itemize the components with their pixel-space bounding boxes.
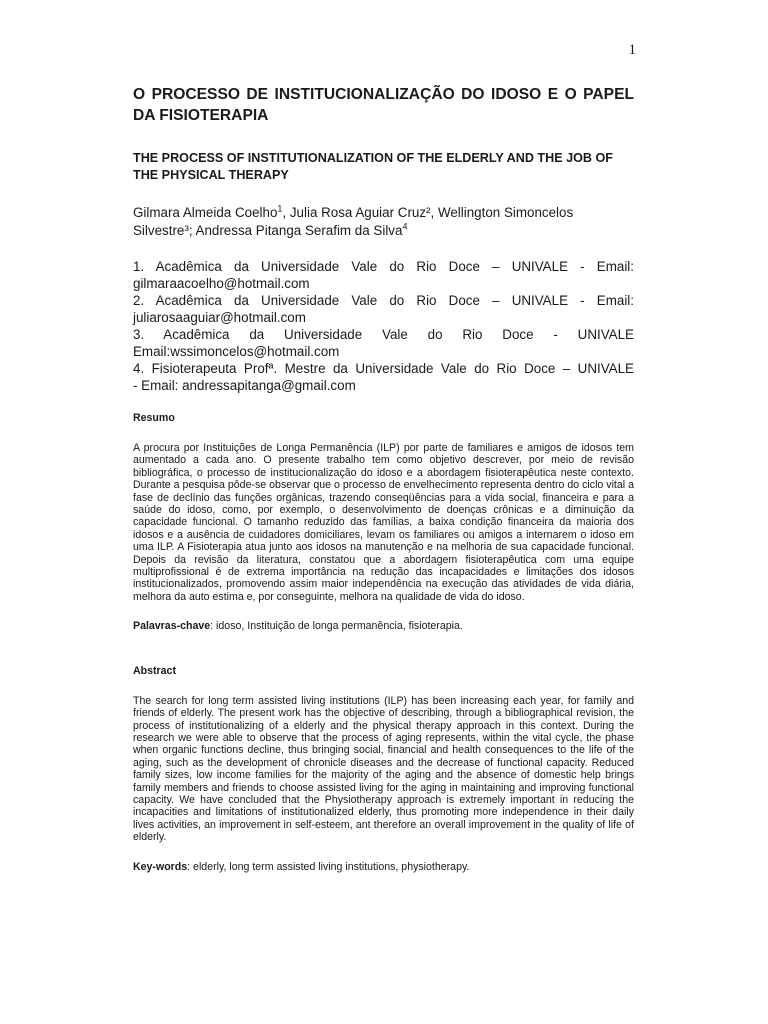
author-4-ref: 4 (402, 221, 408, 232)
key-words-text: : elderly, long term assisted living institutions, physiotherapy. (187, 860, 470, 873)
affiliation-3-institution: 3. Acadêmica da Universidade Vale do Rio Doce - UNIVALE (133, 327, 634, 342)
affiliation-3 (133, 326, 634, 360)
affiliation-4-email: - Email: andressapitanga@gmail.com (133, 378, 356, 393)
affiliation-2 (133, 292, 634, 326)
author-3: , Wellington Simoncelos Silvestre³ (133, 205, 574, 238)
palavras-chave (133, 620, 634, 632)
affiliations (133, 258, 634, 394)
resumo-heading: Resumo (133, 412, 175, 424)
resumo-text: A procura por Instituições de Longa Permanência (ILP) por parte de familiares e amigos de idosos tem aumentado a cada ano. O presente trabalho tem como objetivo descrever, por meio de revisão bibliográfica, o processo de institucionalização do idoso e a abordagem fisioterapêutica neste contexto. Durante a pesquisa pôde-se observar que o processo de envelhecimento representa dentro do ciclo vital a fase de declínio das funções orgânicas, trazendo conseqüências para a vida social, financeira e para a saúde do idoso, como, por exemplo, o desenvolvimento de doenças crônicas e a diminuição da capacidade funcional. O tamanho reduzido das famílias, a baixa condição financeira da maioria dos idosos e a ausência de cuidadores domiciliares, levam os familiares ou amigos a internarem o idoso em uma ILP. A Fisioterapia atua junto aos idosos na manutenção e na melhoria de sua capacidade funcional. Depois da revisão da literatura, constatou que a abordagem fisioterapêutica com uma equipe multiprofissional é de extrema importância na redução das incapacidades e limitações dos idosos institucionalizados, promovendo assim maior independência na execução das atividades de vida diária, melhora da auto estima e, por conseguinte, melhora na qualidade de vida do idoso. (133, 442, 634, 603)
affiliation-1-email: gilmaraacoelho@hotmail.com (133, 276, 310, 291)
authors-line (133, 204, 634, 240)
author-1-ref: 1 (277, 203, 283, 214)
affiliation-3-email: Email:wssimoncelos@hotmail.com (133, 344, 340, 359)
abstract-heading: Abstract (133, 664, 176, 677)
palavras-chave-label: Palavras-chave (133, 620, 211, 633)
palavras-chave-text: : idoso, Instituição de longa permanência, fisioterapia. (210, 620, 463, 633)
key-words-label: Key-words (133, 860, 188, 873)
title-english: THE PROCESS OF INSTITUTIONALIZATION OF THE ELDERLY AND THE JOB OF THE PHYSICAL THERAPY (133, 151, 613, 182)
abstract-text: The search for long term assisted living institutions (ILP) has been increasing each year, for family and friends of elderly. The present work has the objective of describing, through a bibliographical revision, the process of institutionalizing of a elderly and the physical therapy approach in this context. During the research we were able to observe that the process of aging represents, within the vital cycle, the phase when organic functions decline, thus bringing social, financial and health consequences to the life of the aging, such as the development of chronicle diseases and the decrease of functional capacity. Reduced family sizes, low income families for the majority of the aging and the absence of domestic help brings family members and friends to choose assisted living for the aging in maintaining and improving functional capacity. We have concluded that the Physiotherapy approach is extremely important in reducing the incapacities and limitations of institutionalized elderly, thus promoting more independence in their daily lives activities, an improvement in self-esteem, ant therefore an overall improvement in the quality of life of elderly. (133, 694, 634, 844)
key-words (133, 861, 634, 873)
affiliation-4 (133, 360, 634, 394)
author-1: Gilmara Almeida Coelho (133, 205, 278, 220)
page-number: 1 (628, 42, 636, 58)
affiliation-2-institution: 2. Acadêmica da Universidade Vale do Rio Doce – UNIVALE - Email: (133, 293, 634, 308)
affiliation-2-email: juliarosaaguiar@hotmail.com (133, 310, 306, 325)
author-2: , Julia Rosa Aguiar Cruz² (282, 205, 431, 220)
affiliation-1 (133, 258, 634, 292)
author-4: ; Andressa Pitanga Serafim da Silva (188, 223, 403, 238)
document-body (133, 84, 634, 873)
affiliation-4-institution: 4. Fisioterapeuta Profª. Mestre da Universidade Vale do Rio Doce – UNIVALE (133, 361, 634, 376)
affiliation-1-institution: 1. Acadêmica da Universidade Vale do Rio Doce – UNIVALE - Email: (133, 259, 634, 274)
title-portuguese: O PROCESSO DE INSTITUCIONALIZAÇÃO DO IDOSO E O PAPEL DA FISIOTERAPIA (133, 86, 634, 124)
